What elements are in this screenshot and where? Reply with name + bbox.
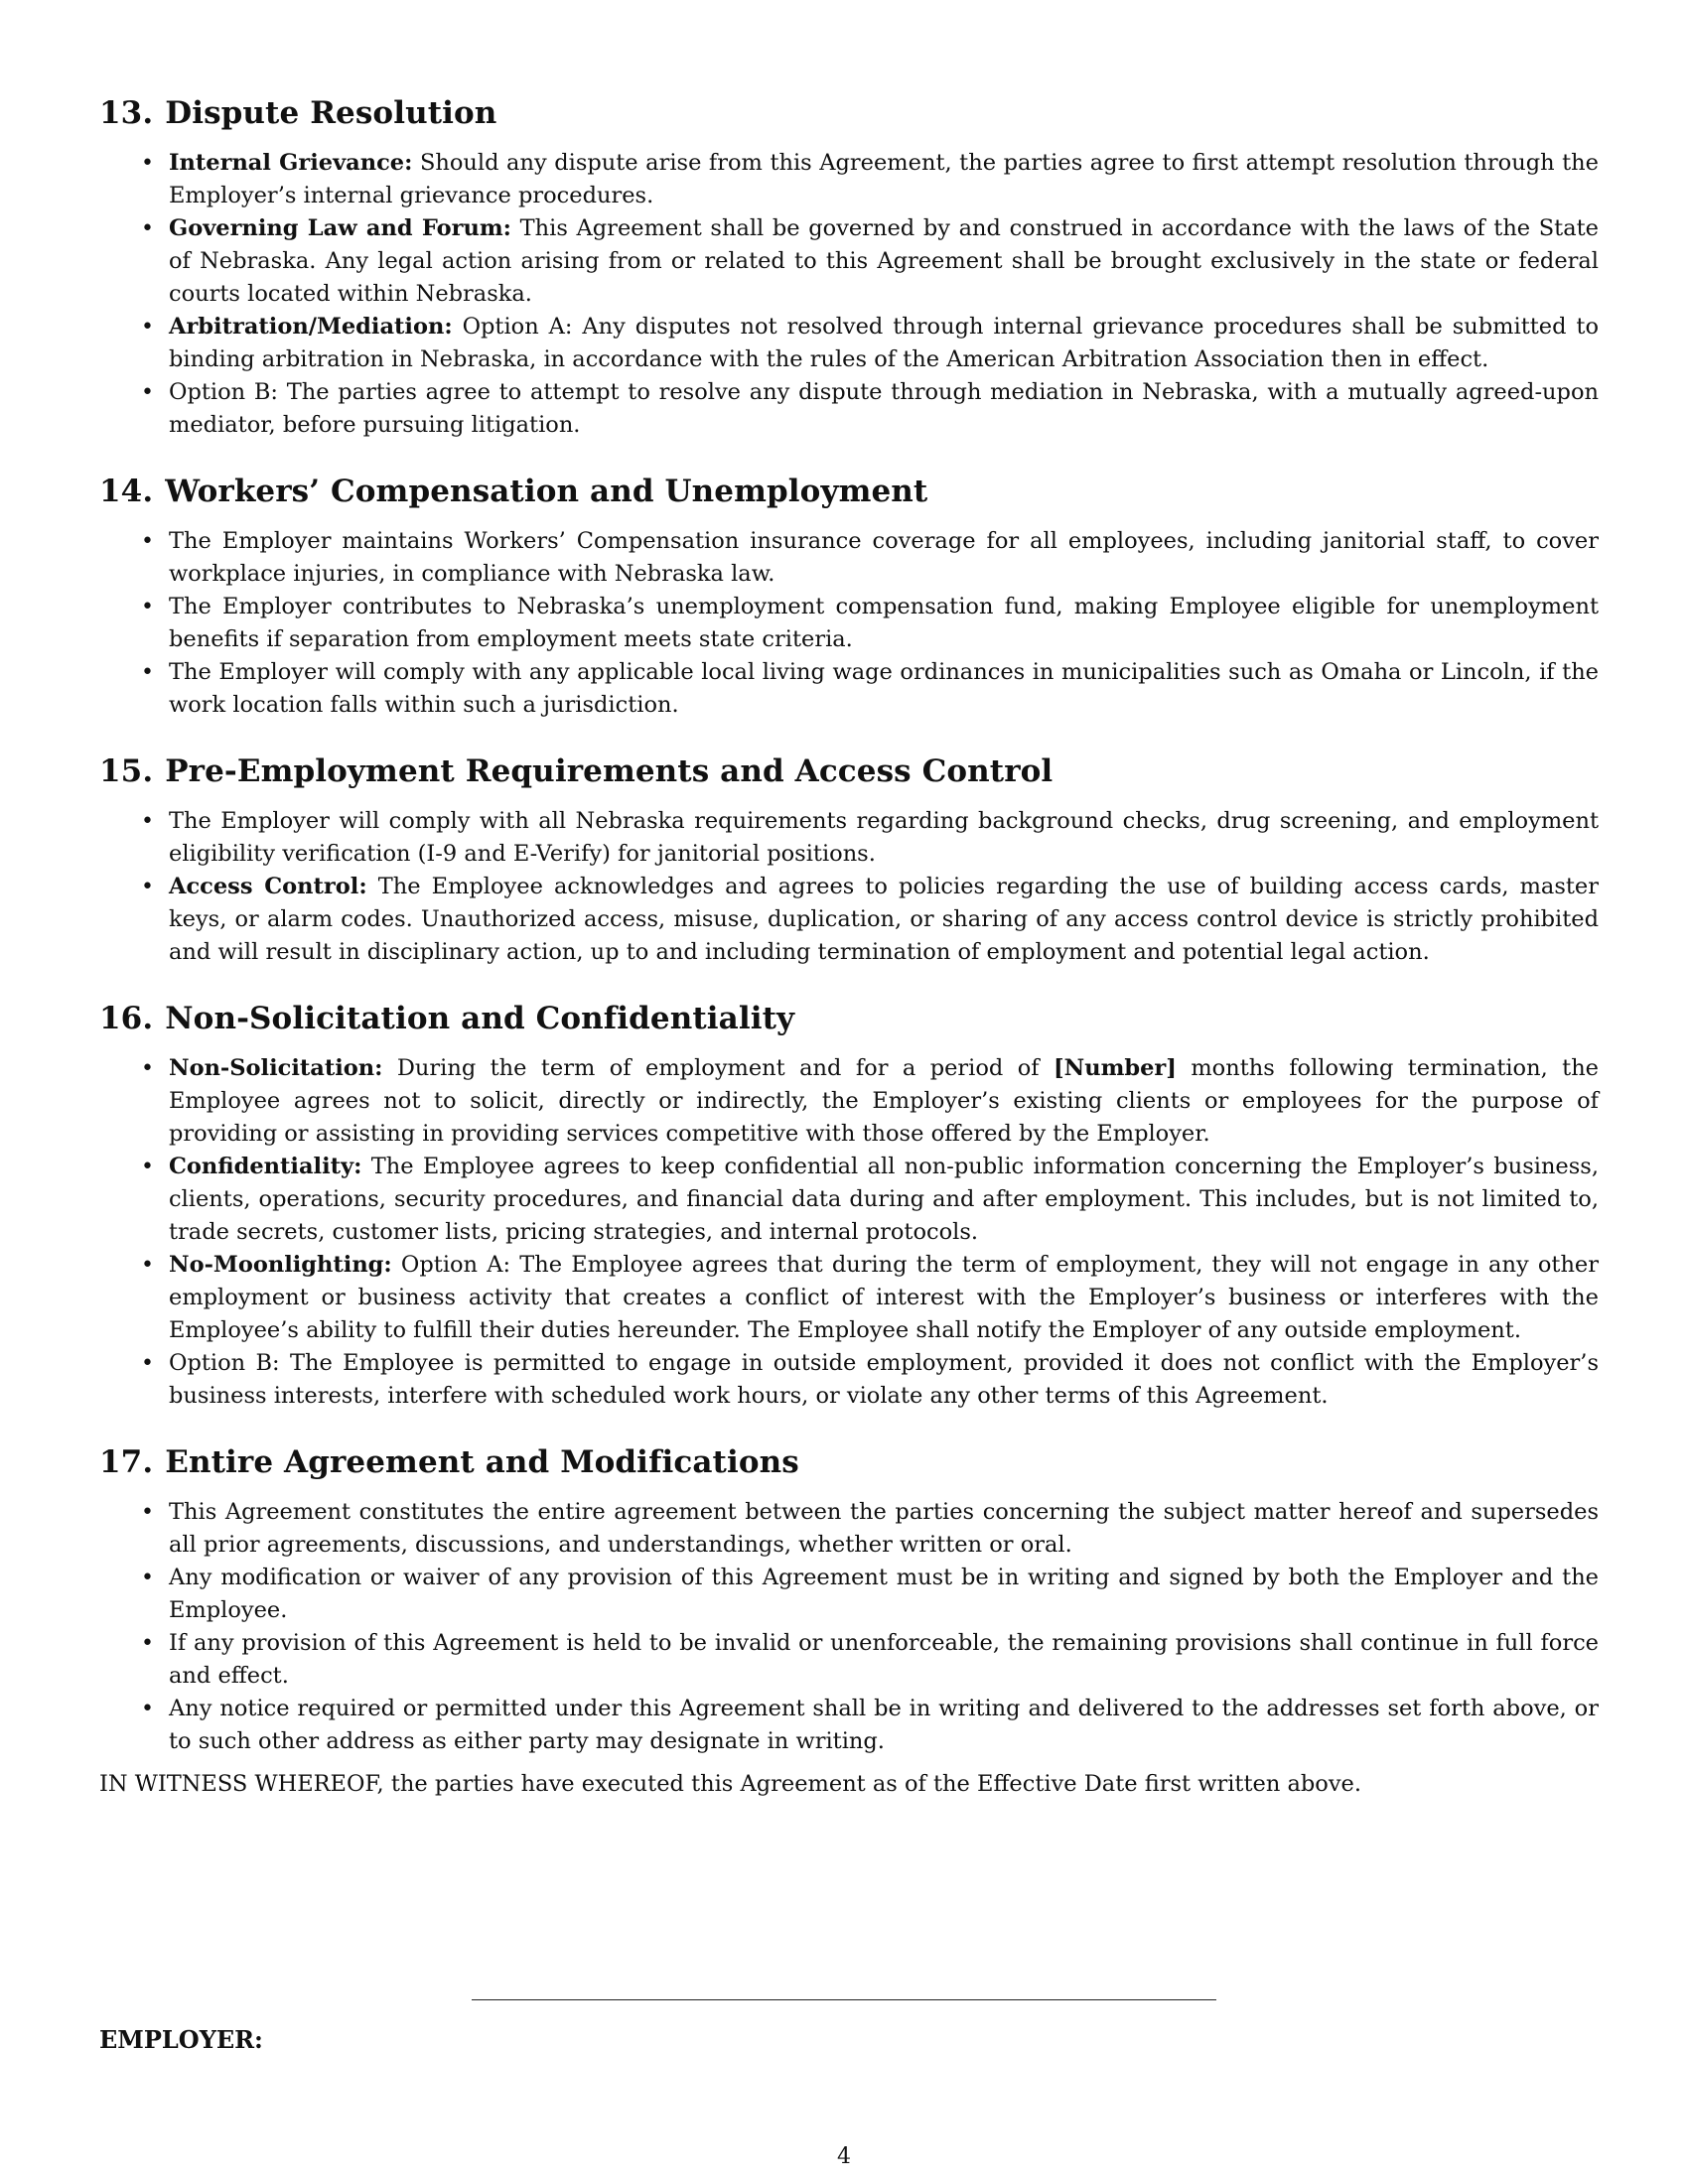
bullet-icon: • — [141, 1631, 154, 1656]
bullet-icon: • — [141, 595, 154, 619]
section-heading — [99, 999, 1599, 1038]
section-title: Entire Agreement and Modifications — [165, 1444, 799, 1480]
bullet-icon: • — [141, 1697, 154, 1721]
bullet-list — [99, 147, 1599, 442]
bullet-icon: • — [141, 216, 154, 241]
item-text: The Employer contributes to Nebraska’s unemployment compensation fund, making Employee eligible for unemployment benefits if separation from employment meets state criteria. — [169, 594, 1599, 652]
signature-line — [472, 1999, 1216, 2000]
bullet-list — [99, 1496, 1599, 1758]
list-item — [99, 147, 1599, 212]
section-heading — [99, 93, 1599, 133]
item-label: Confidentiality: — [169, 1154, 362, 1179]
list-item — [99, 1693, 1599, 1758]
list-item — [99, 591, 1599, 656]
bullet-icon: • — [141, 809, 154, 834]
section-title: Workers’ Compensation and Unemployment — [165, 474, 928, 509]
bullet-icon: • — [141, 660, 154, 685]
bullet-icon: • — [141, 1253, 154, 1278]
bullet-icon: • — [141, 529, 154, 554]
section-number: 13. — [99, 95, 154, 131]
bullet-icon: • — [141, 1566, 154, 1590]
section-number: 14. — [99, 474, 154, 509]
bullet-icon: • — [141, 1351, 154, 1376]
item-label: Non-Solicitation: — [169, 1055, 383, 1081]
section-heading — [99, 472, 1599, 511]
list-item — [99, 1052, 1599, 1151]
list-item — [99, 805, 1599, 871]
section-17 — [99, 1442, 1599, 1758]
item-text: The Employer will comply with any applicable local living wage ordinances in municipalities such as Omaha or Lincoln, if the work location falls within such a jurisdiction. — [169, 659, 1599, 718]
page-number: 4 — [837, 2144, 851, 2169]
item-text: The Employer maintains Workers’ Compensation insurance coverage for all employees, including janitorial staff, to cover workplace injuries, in compliance with Nebraska law. — [169, 528, 1599, 587]
item-label: No-Moonlighting: — [169, 1252, 392, 1278]
bullet-icon: • — [141, 1155, 154, 1179]
bullet-icon: • — [141, 1056, 154, 1081]
list-item — [99, 1496, 1599, 1562]
item-text: If any provision of this Agreement is held to be invalid or unenforceable, the remaining provisions shall continue in full force and effect. — [169, 1630, 1599, 1689]
item-text: This Agreement constitutes the entire agreement between the parties concerning the subject matter hereof and supersedes all prior agreements, discussions, and understandings, whether written or oral. — [169, 1499, 1599, 1558]
item-text: Any notice required or permitted under this Agreement shall be in writing and delivered to the addresses set forth above, or to such other address as either party may designate in writing. — [169, 1696, 1599, 1754]
item-label: Arbitration/Mediation: — [169, 314, 453, 340]
bullet-icon: • — [141, 1500, 154, 1525]
section-14 — [99, 472, 1599, 722]
item-text: During the term of employment and for a period of — [396, 1055, 1054, 1081]
list-item — [99, 311, 1599, 376]
section-title: Pre-Employment Requirements and Access Control — [165, 753, 1054, 789]
item-text: Any modification or waiver of any provision of this Agreement must be in writing and signed by both the Employer and the Employee. — [169, 1565, 1599, 1623]
fill-in-placeholder: [Number] — [1054, 1055, 1177, 1081]
bullet-icon: • — [141, 151, 154, 176]
section-title: Non-Solicitation and Confidentiality — [165, 1001, 795, 1036]
item-text: This Agreement shall be governed by and construed in accordance with the laws of the State of Nebraska. Any legal action arising from or related to this Agreement shall be brought exclusively in the state or federal courts located within Nebraska. — [169, 215, 1599, 307]
witness-clause: IN WITNESS WHEREOF, the parties have executed this Agreement as of the Effective Date first written above. — [99, 1771, 1362, 1797]
bullet-list — [99, 1052, 1599, 1413]
item-text: The Employee acknowledges and agrees to policies regarding the use of building access cards, master keys, or alarm codes. Unauthorized access, misuse, duplication, or sharing of any access control device is strictly prohibited and will result in disciplinary action, up to and including termination of employment and potential legal action. — [169, 874, 1600, 965]
bullet-list — [99, 805, 1599, 969]
item-label: Governing Law and Forum: — [169, 215, 511, 241]
list-item — [99, 1562, 1599, 1627]
list-item — [99, 1347, 1599, 1413]
employer-label: EMPLOYER: — [99, 2025, 263, 2054]
section-16 — [99, 999, 1599, 1413]
list-item — [99, 656, 1599, 722]
item-text: The Employer will comply with all Nebraska requirements regarding background checks, drug screening, and employment eligibility verification (I-9 and E-Verify) for janitorial positions. — [169, 808, 1599, 867]
list-item — [99, 1249, 1599, 1347]
bullet-icon: • — [141, 380, 154, 405]
section-15 — [99, 751, 1599, 969]
document-body — [99, 93, 1599, 1824]
item-label: Access Control: — [169, 874, 367, 899]
list-item — [99, 1151, 1599, 1249]
section-number: 15. — [99, 753, 154, 789]
item-text: The Employee agrees to keep confidential all non-public information concerning the Employer’s business, clients, operations, security procedures, and financial data during and after employment. This includes, but is not limited to, trade secrets, customer lists, pricing strategies, and internal protocols. — [169, 1154, 1599, 1245]
bullet-icon: • — [141, 875, 154, 899]
item-label: Internal Grievance: — [169, 150, 413, 176]
list-item — [99, 1627, 1599, 1693]
bullet-icon: • — [141, 315, 154, 340]
item-text: Option A: Any disputes not resolved through internal grievance procedures shall be submitted to binding arbitration in Nebraska, in accordance with the rules of the American Arbitration Association then in effect. — [169, 314, 1600, 372]
section-heading — [99, 1442, 1599, 1482]
section-heading — [99, 751, 1599, 791]
item-text: Option B: The Employee is permitted to engage in outside employment, provided it does not conflict with the Employer’s business interests, interfere with scheduled work hours, or violate any other terms of this Agreement. — [169, 1350, 1599, 1409]
item-text: Option A: The Employee agrees that during the term of employment, they will not engage in any other employment or business activity that creates a conflict of interest with the Employer’s business or interferes with the Employee’s ability to fulfill their duties hereunder. The Employee shall notify the Employer of any outside employment. — [169, 1252, 1600, 1343]
list-item — [99, 871, 1599, 969]
section-13 — [99, 93, 1599, 442]
item-text: months following termination, the Employee agrees not to solicit, directly or indirectly, the Employer’s existing clients or employees for the purpose of providing or assisting in providing services competitive with those offered by the Employer. — [169, 1055, 1599, 1147]
list-item — [99, 376, 1599, 442]
item-text: Option B: The parties agree to attempt to resolve any dispute through mediation in Nebraska, with a mutually agreed-upon mediator, before pursuing litigation. — [169, 379, 1599, 438]
list-item — [99, 525, 1599, 591]
bullet-list — [99, 525, 1599, 722]
list-item — [99, 212, 1599, 311]
section-number: 17. — [99, 1444, 154, 1480]
item-text: Should any dispute arise from this Agreement, the parties agree to first attempt resolution through the Employer’s internal grievance procedures. — [169, 150, 1599, 208]
section-title: Dispute Resolution — [165, 95, 497, 131]
section-number: 16. — [99, 1001, 154, 1036]
